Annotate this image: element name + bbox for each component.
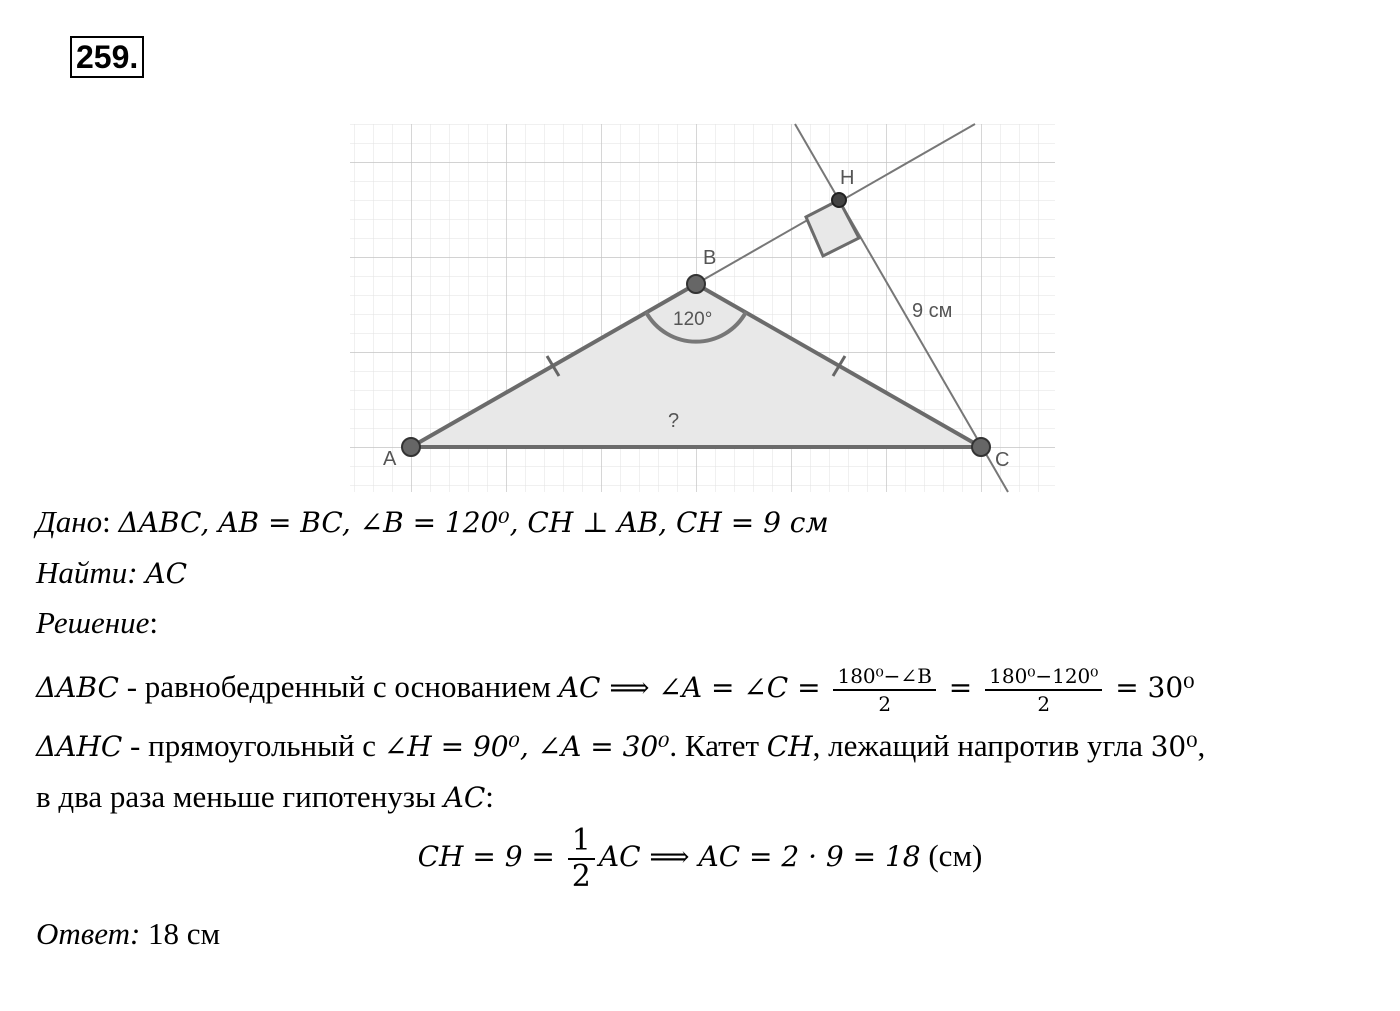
answer-label: Ответ: (36, 916, 141, 951)
fraction-1: $\frac{\text{180⁰−∠B}}{2}$ (833, 663, 935, 717)
label-b: B (703, 247, 717, 269)
label-side-9: 9 см (912, 300, 953, 322)
find-label: Найти: (36, 555, 138, 590)
answer-line (36, 914, 220, 954)
point-a (402, 438, 420, 456)
solution-line-3: в два раза меньше гипотенузы AC: (36, 779, 494, 814)
label-unknown: ? (668, 410, 680, 432)
point-b (687, 275, 705, 293)
point-h (832, 193, 846, 207)
fraction-half: $\frac{1}{2}$ (568, 824, 595, 894)
text-isosceles: - равнобедренный с основанием (118, 669, 559, 705)
solution-label: Решение (36, 605, 150, 640)
answer-text: 18 см (140, 916, 221, 951)
given-line: Дано: ΔABC, AB = BC, ∠B = 120⁰, CH ⊥ AB, CH = 9 см (36, 504, 829, 539)
math-angles-equal: ⟹ ∠A = ∠C = (600, 671, 830, 705)
label-angle-120: 120° (673, 309, 713, 330)
main-formula: CH = 9 = $\frac{1}{2}$ AC ⟹ AC = 2 · 9 = 18 (см) (417, 823, 983, 894)
given-label: Дано (36, 504, 103, 539)
solution-line-1: ΔABC - равнобедренный с основанием AC ⟹ ∠A = ∠C = $\frac{\text{180⁰−∠B}}{2}$ = $\frac{\text{180⁰−120⁰}}{2}$ = 30⁰ (36, 664, 1195, 716)
find-line (36, 553, 187, 594)
math-result-30: = 30⁰ (1106, 671, 1195, 705)
find-text: AC (145, 557, 188, 590)
solution-line: Решение: (36, 605, 158, 640)
label-c: C (995, 449, 1010, 471)
geometry-figure (350, 120, 1055, 495)
math-triangle-abc: ΔABC (36, 671, 119, 705)
label-h: H (840, 167, 855, 189)
solution-line-2: ΔAHC - прямоугольный с ∠H = 90⁰, ∠A = 30⁰. Катет CH, лежащий напротив угла 30⁰, (36, 728, 1206, 763)
label-a: A (383, 448, 397, 470)
math-ac: AC (558, 671, 601, 705)
fraction-2: $\frac{\text{180⁰−120⁰}}{2}$ (985, 663, 1102, 717)
problem-number: 259. (70, 36, 144, 78)
point-c (972, 438, 990, 456)
given-text: ΔABC, AB = BC, ∠B = 120⁰, CH ⊥ AB, CH = 9 см (118, 506, 829, 539)
